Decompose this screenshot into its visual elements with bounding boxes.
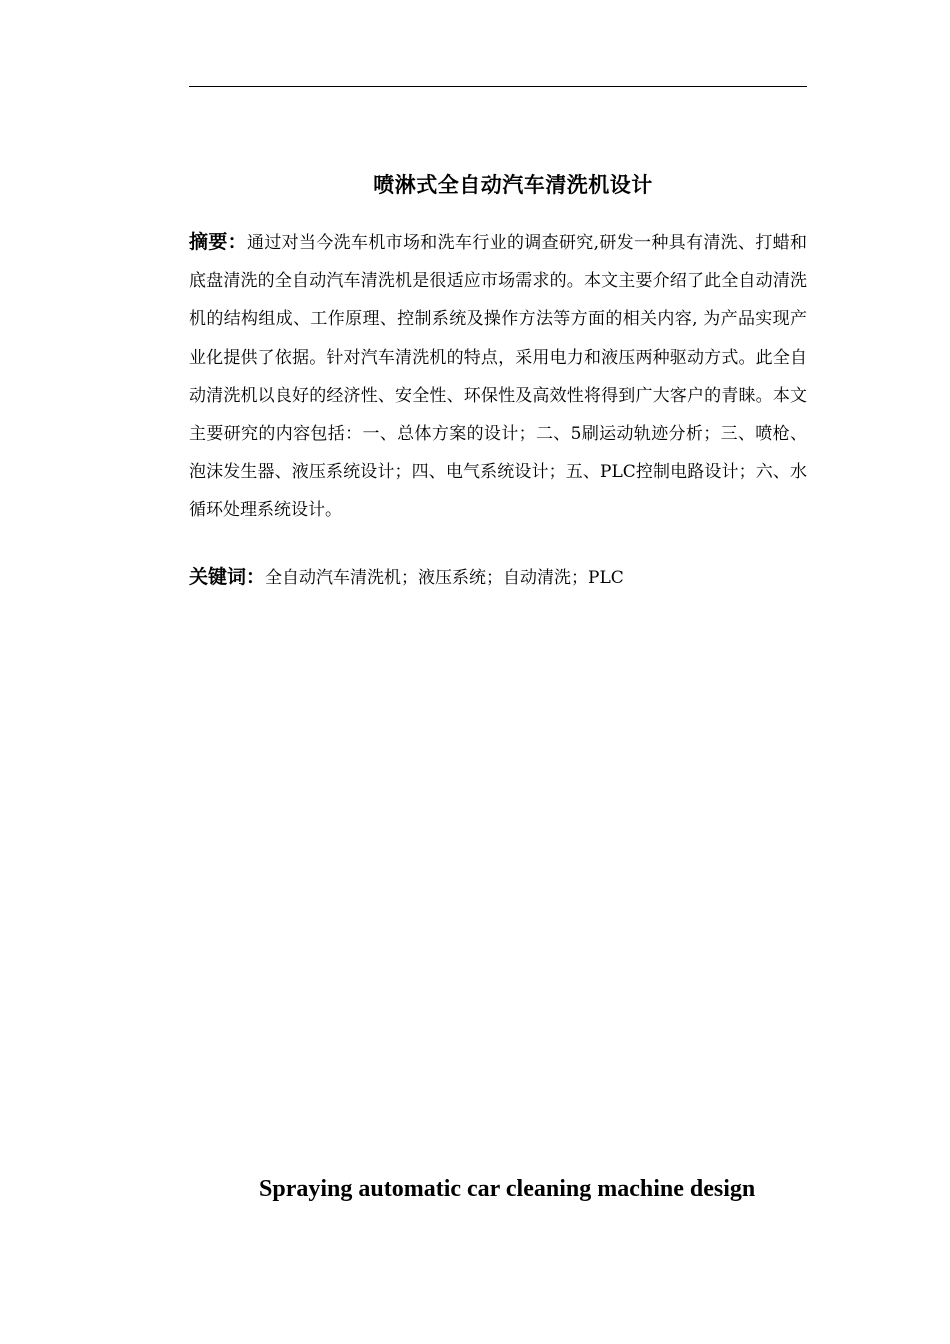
keywords-label: 关键词：	[189, 566, 266, 588]
chinese-title: 喷淋式全自动汽车清洗机设计	[373, 173, 653, 197]
keywords-line	[189, 558, 807, 597]
header-rule	[189, 86, 807, 87]
english-title: Spraying automatic car cleaning machine design	[259, 1176, 756, 1202]
abstract-label: 摘要：	[189, 231, 247, 253]
keywords-text: 全自动汽车清洗机；液压系统；自动清洗；PLC	[265, 568, 624, 588]
abstract-paragraph	[189, 223, 807, 530]
abstract-text: 通过对当今洗车机市场和洗车行业的调查研究,研发一种具有清洗、打蜡和底盘清洗的全自动汽车清洗机是很适应市场需求的。本文主要介绍了此全自动清洗机的结构组成、工作原理、控制系统及操作方法等方面的相关内容, 为产品实现产业化提供了依据。针对汽车清洗机的特点，采用电力和液压两种驱动方式。此全自动清洗机以良好的经济性、安全性、环保性及高效性将得到广大客户的青睐。本文主要研究的内容包括：一、总体方案的设计；二、5刷运动轨迹分析；三、喷枪、泡沫发生器、液压系统设计；四、电气系统设计；五、PLC控制电路设计；六、水循环处理系统设计。	[189, 233, 807, 521]
